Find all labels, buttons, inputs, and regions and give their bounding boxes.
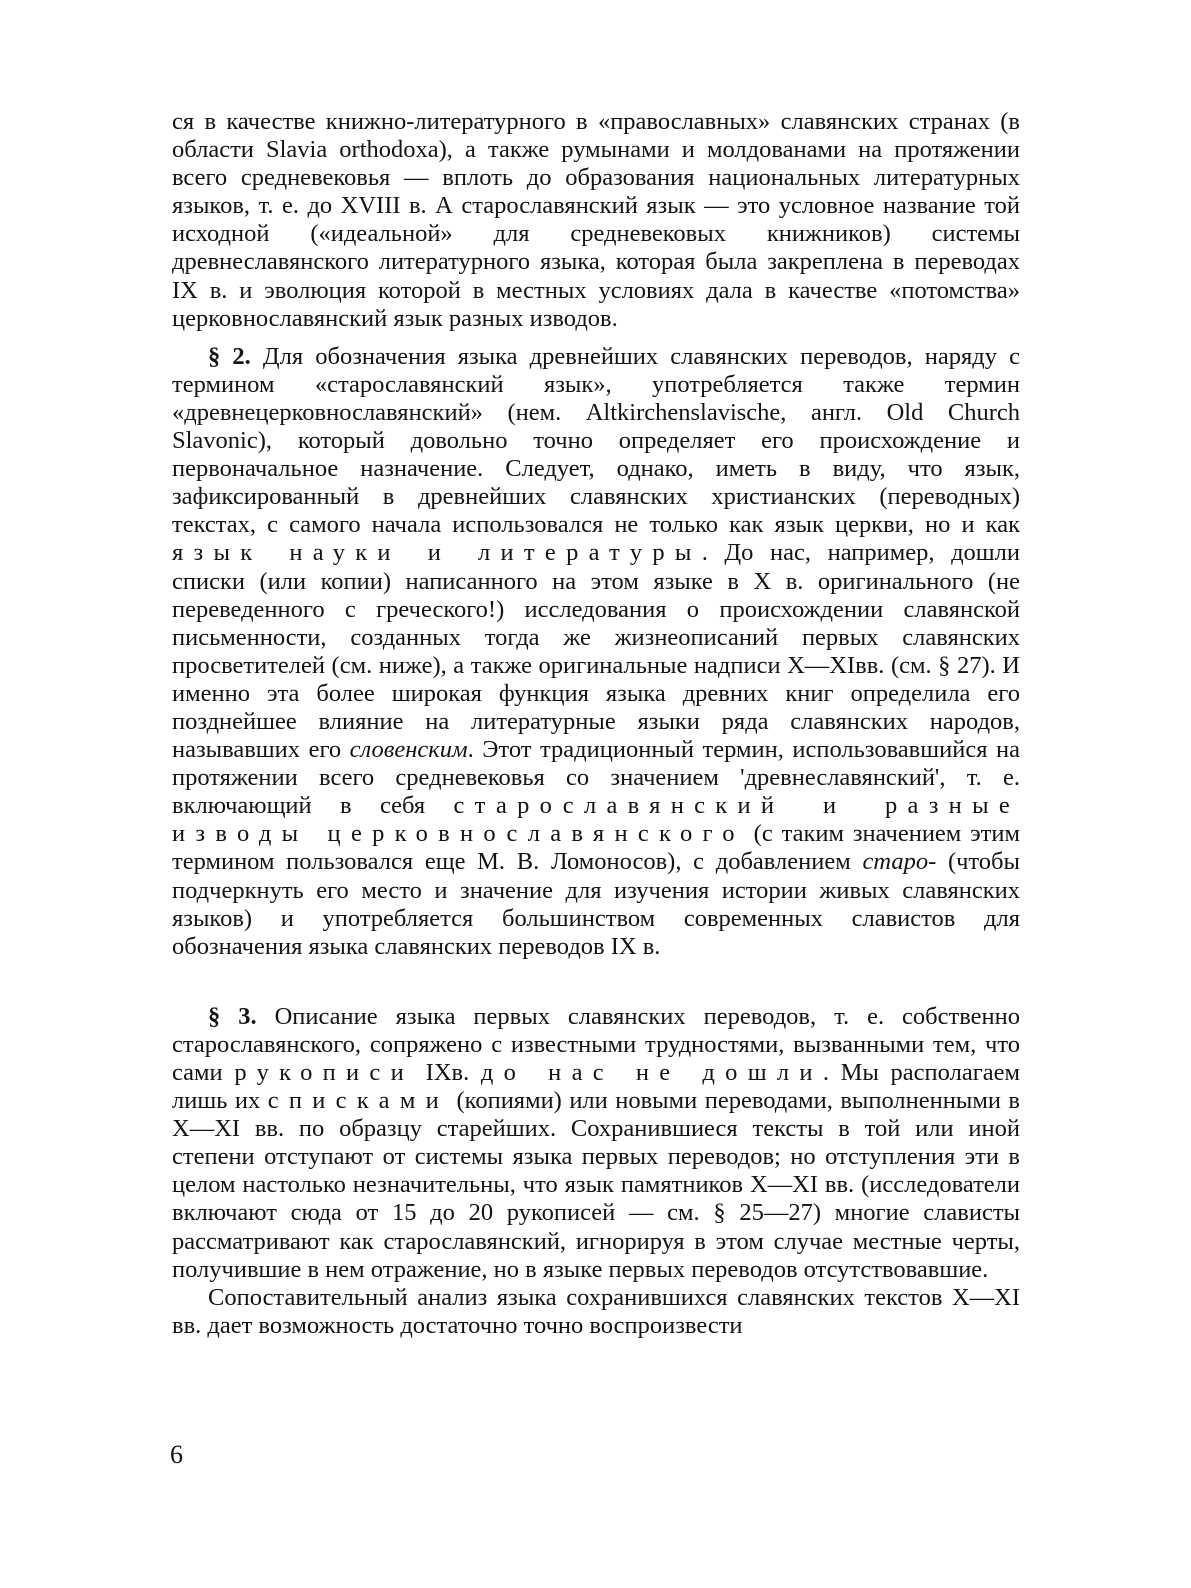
section-marker: § 3.: [208, 1002, 257, 1030]
paragraph-text: (чтобы подчеркнуть его место и значение для изучения истории живых славянских языков) и употребляется большинством современных славистов для обозначения языка славянских переводов IX в.: [172, 848, 1020, 960]
paragraph-text: Сопоставительный анализ языка сохранившихся славянских текстов X—XI вв. дает возможность достаточно точно воспроизвести: [172, 1283, 1020, 1339]
italic-term: старо-: [862, 848, 937, 876]
section-marker: § 2.: [208, 342, 251, 370]
page-number: 6: [170, 1440, 183, 1469]
paragraph-section-3: [172, 1003, 1020, 1284]
paragraph-text: IXв.: [413, 1059, 481, 1086]
paragraph-text: Описание языка первых славянских переводов, т. е. собственно старославянского, сопряжено с известными трудностями, вызванными тем, что сами: [172, 1002, 1020, 1086]
spaced-emphasis: рукописи: [234, 1059, 414, 1086]
spaced-emphasis: старославянский и разные изводы церковнославянского: [172, 792, 1020, 848]
paragraph-comparative-analysis: [172, 1284, 1020, 1340]
italic-term: словенским: [349, 736, 468, 764]
paragraph-text: . Мы располагаем лишь их: [172, 1059, 1020, 1115]
page-body: [172, 108, 1020, 1340]
spaced-emphasis: списками: [267, 1087, 450, 1115]
spaced-emphasis: язык науки и литературы: [172, 539, 702, 567]
paragraph-text: ся в качестве книжно-литературного в «православных» славянских странах (в области Slavia orthodoxa), а также румынами и молдованами на протяжении всего средневековья — вплоть до образования национальных литературных языков, т. е. до XVIII в. А старославянский язык — это условное название той исходной («идеальной» для средневековых книжников) системы древнеславянского литературного языка, которая была закреплена в переводах IX в. и эволюция которой в местных условиях дала в качестве «потомства» церковнославянский язык разных изводов.: [172, 108, 1020, 332]
paragraph-text: (с таким значением этим термином пользовался еще М. В. Ломоносов), с добавлением: [172, 820, 1021, 876]
paragraph-continuation: [172, 108, 1020, 333]
spaced-emphasis: до нас не дошли: [480, 1059, 823, 1086]
paragraph-text: . До нас, например, дошли списки (или копии) написанного на этом языке в X в. оригинального (не переведенного с греческого!) исследования о происхождении славянской письменности, созданных тогда же жизнеописаний первых славянских просветителей (см. ниже), а также оригинальные надписи X—XIвв. (см. § 27). И именно эта более широкая функция языка древних книг определила его позднейшее влияние на литературные языки ряда славянских народов, называвших его: [172, 539, 1020, 764]
paragraph-text: (копиями) или новыми переводами, выполненными в X—XI вв. по образцу старейших. Сохранившиеся тексты в той или иной степени отступают от системы языка первых переводов; но отступления эти в целом настолько незначительны, что язык памятников X—XI вв. (исследователи включают сюда от 15 до 20 рукописей — см. § 25—27) многие слависты рассматривают как старославянский, игнорируя в этом случае местные черты, получившие в нем отражение, но в языке первых переводов отсутствовавшие.: [172, 1087, 1020, 1283]
paragraph-section-2: [172, 343, 1020, 961]
paragraph-text: . Этот традиционный термин, использовавшийся на протяжении всего средневековья со значением 'древнеславянский', т. е. включающий в себя: [172, 736, 1020, 820]
paragraph-text: Для обозначения языка древнейших славянских переводов, наряду с термином «старославянский язык», употребляется также термин «древнецерковнославянский» (нем. Altkirchenslavische, англ. Old Church Slavonic), который довольно точно определяет его происхождение и первоначальное назначение. Следует, однако, иметь в виду, что язык, зафиксированный в древнейших славянских христианских (переводных) текстах, с самого начала использовался не только как язык церкви, но и как: [172, 342, 1020, 539]
